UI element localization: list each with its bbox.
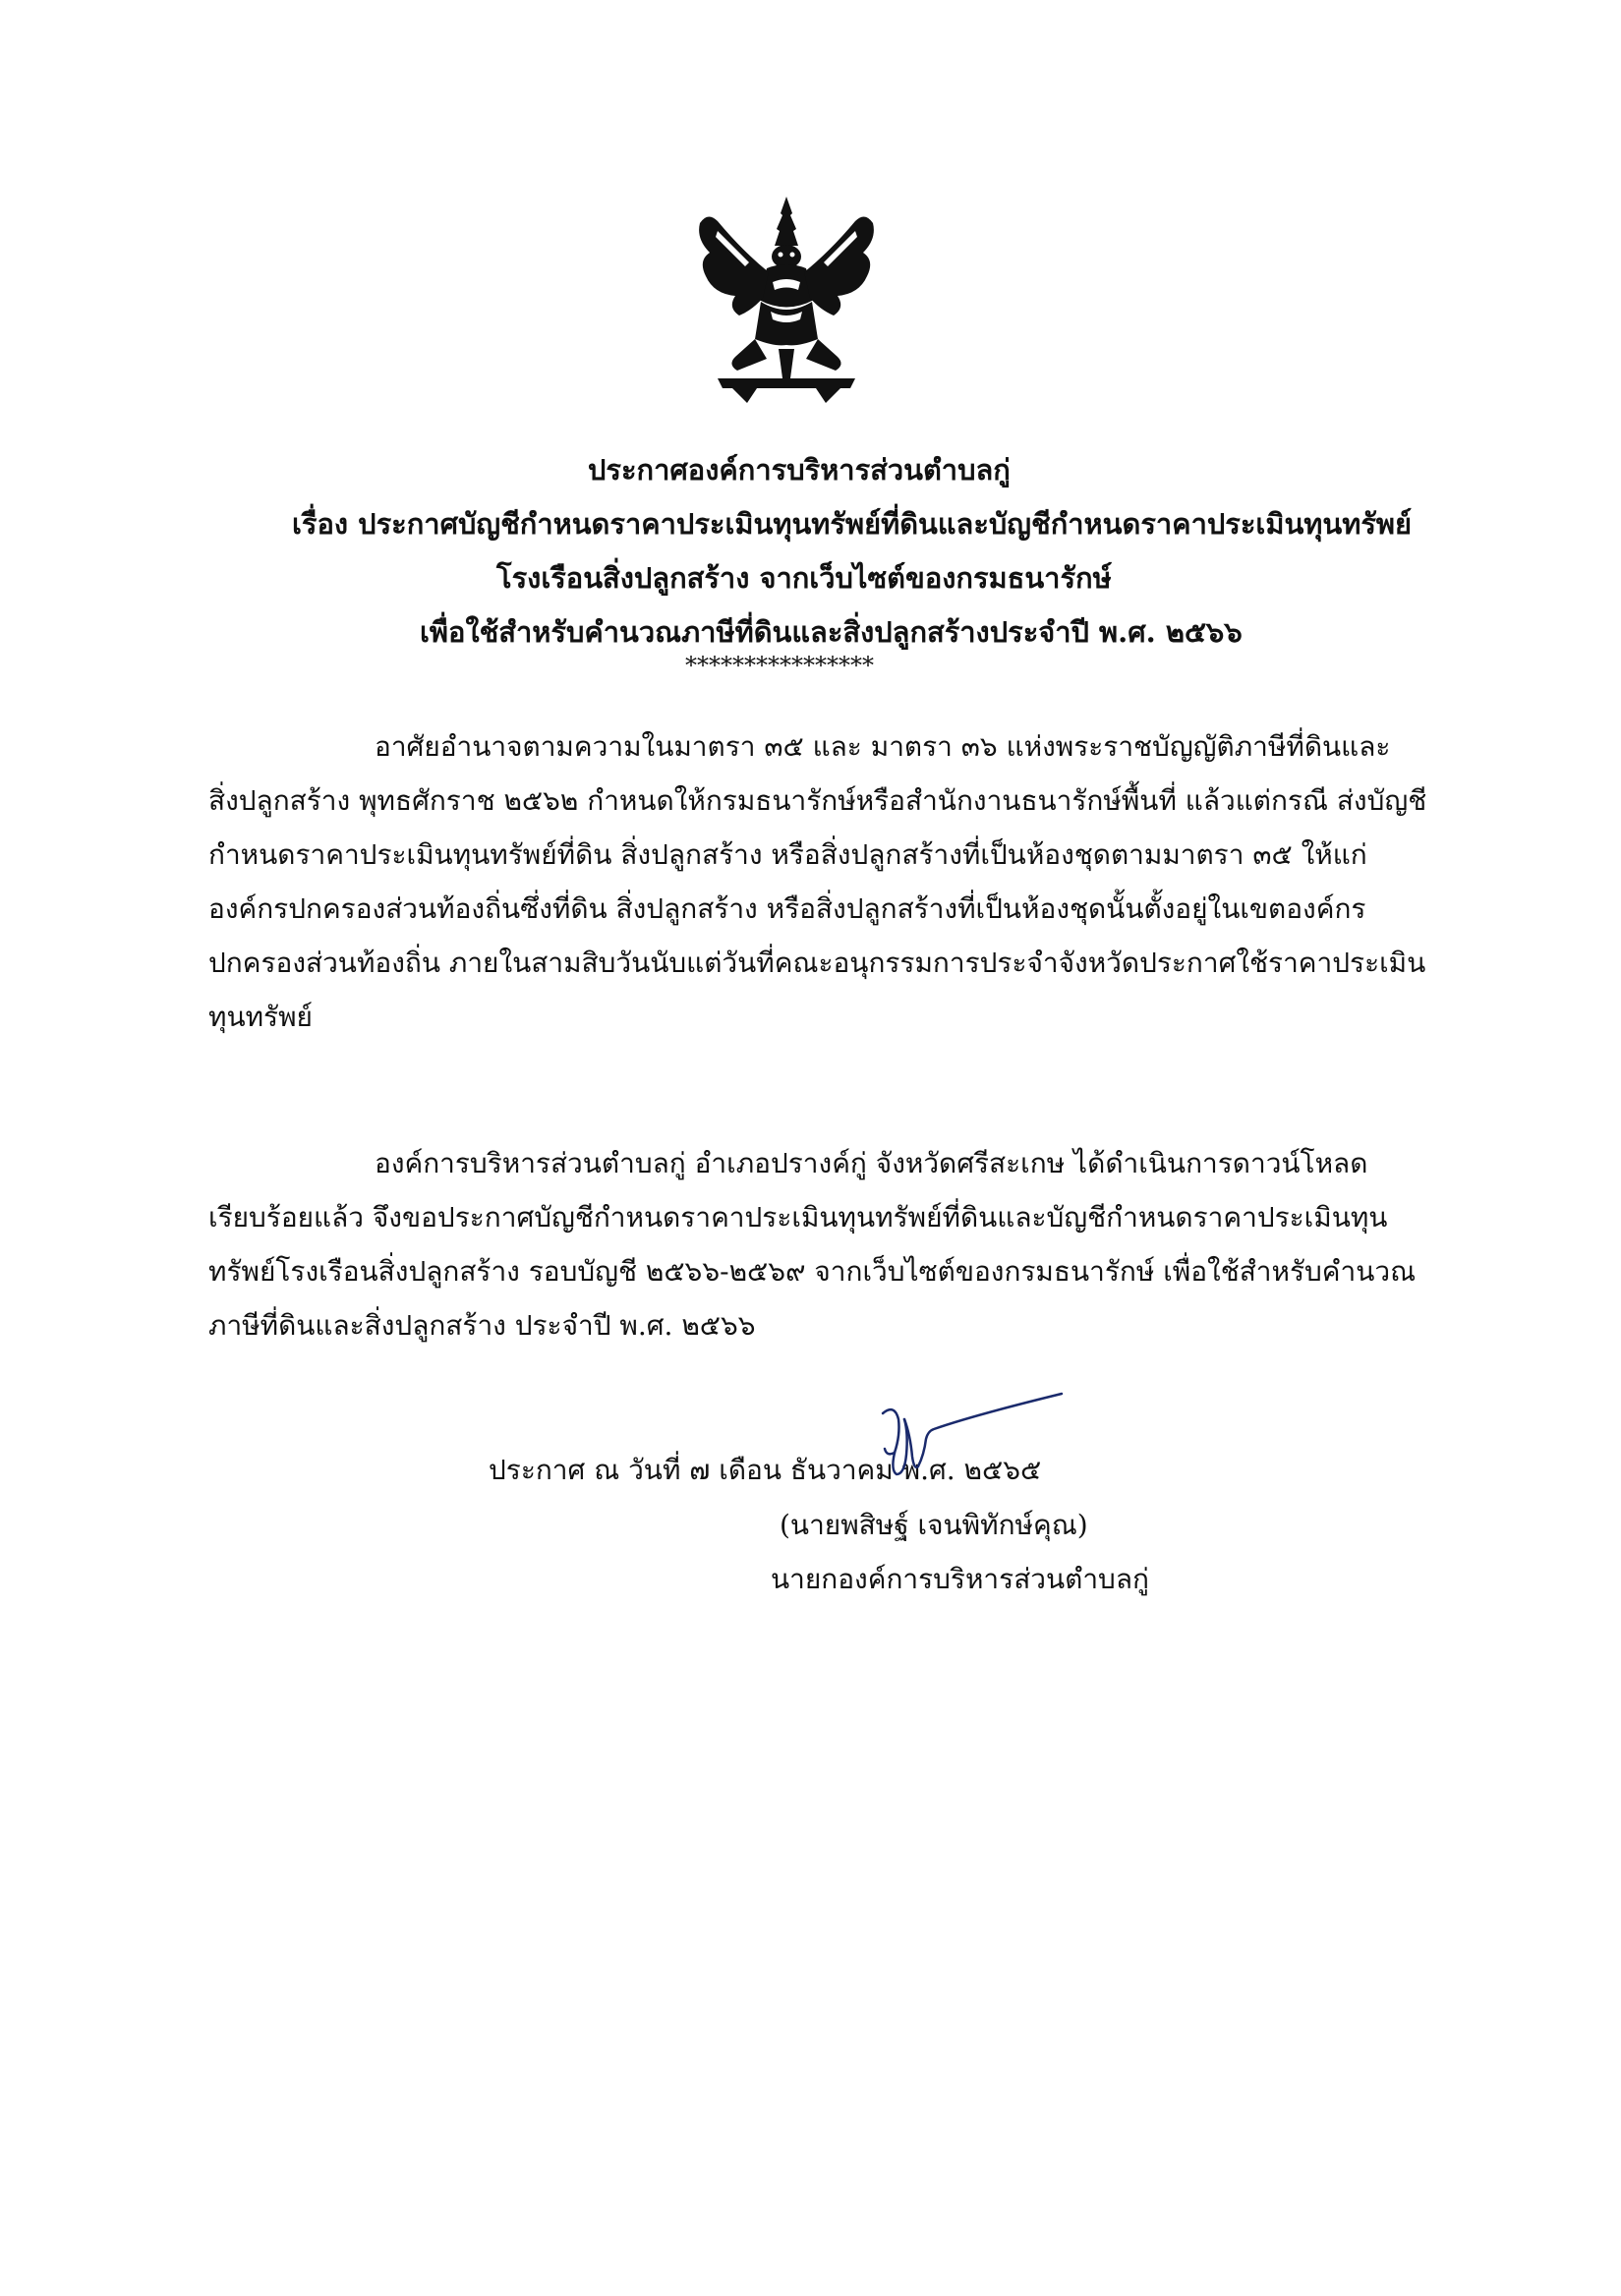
handwritten-signature [865,1376,1081,1504]
paragraph1-line: อาศัยอำนาจตามความในมาตรา ๓๕ และ มาตรา ๓๖ แห่งพระราชบัญญัติภาษีที่ดินและ [375,730,1391,763]
paragraph1-line: องค์กรปกครองส่วนท้องถิ่นซึ่งที่ดิน สิ่งปลูกสร้าง หรือสิ่งปลูกสร้างที่เป็นห้องชุดนั้นตั้งอยู่ในเขตองค์กร [208,892,1366,925]
signatory-name: (นายพสิษฐ์ เจนพิทักษ์คุณ) [780,1509,1088,1541]
paragraph2-line: ภาษีที่ดินและสิ่งปลูกสร้าง ประจำปี พ.ศ. ๒๕๖๖ [208,1309,756,1342]
paragraph1-line: กำหนดราคาประเมินทุนทรัพย์ที่ดิน สิ่งปลูกสร้าง หรือสิ่งปลูกสร้างที่เป็นห้องชุดตามมาตรา ๓๕ ให้แก่ [208,838,1367,871]
heading-purpose: เพื่อใช้สำหรับคำนวณภาษีที่ดินและสิ่งปลูกสร้างประจำปี พ.ศ. ๒๕๖๖ [420,615,1243,649]
announcement-date: ประกาศ ณ วันที่ ๗ เดือน ธันวาคม พ.ศ. ๒๕๖๕ [489,1454,1042,1486]
paragraph2-line: เรียบร้อยแล้ว จึงขอประกาศบัญชีกำหนดราคาประเมินทุนทรัพย์ที่ดินและบัญชีกำหนดราคาประเมินทุน [208,1201,1388,1234]
heading-subject: เรื่อง ประกาศบัญชีกำหนดราคาประเมินทุนทรัพย์ที่ดินและบัญชีกำหนดราคาประเมินทุนทรัพย์ [292,507,1413,541]
signatory-position: นายกองค์การบริหารส่วนตำบลกู่ [771,1563,1149,1595]
paragraph1-line: ทุนทรัพย์ [208,1001,313,1033]
heading-separator: **************** [685,652,874,679]
paragraph2-line: ทรัพย์โรงเรือนสิ่งปลูกสร้าง รอบบัญชี ๒๕๖๖-๒๕๖๙ จากเว็บไซต์ของกรมธนารักษ์ เพื่อใช้สำหรับคำนวณ [208,1255,1417,1288]
paragraph2-line: องค์การบริหารส่วนตำบลกู่ อำเภอปรางค์กู่ จังหวัดศรีสะเกษ ได้ดำเนินการดาวน์โหลด [375,1147,1368,1179]
heading-subject-cont: โรงเรือนสิ่งปลูกสร้าง จากเว็บไซต์ของกรมธนารักษ์ [496,561,1112,595]
garuda-emblem-icon [688,192,885,413]
paragraph1-line: สิ่งปลูกสร้าง พุทธศักราช ๒๕๖๒ กำหนดให้กรมธนารักษ์หรือสำนักงานธนารักษ์พื้นที่ แล้วแต่กรณี ส่งบัญชี [208,784,1427,817]
paragraph1-line: ปกครองส่วนท้องถิ่น ภายในสามสิบวันนับแต่วันที่คณะอนุกรรมการประจำจังหวัดประกาศใช้ราคาประเมิน [208,947,1426,979]
heading-issuer: ประกาศองค์การบริหารส่วนตำบลกู่ [588,453,1011,487]
